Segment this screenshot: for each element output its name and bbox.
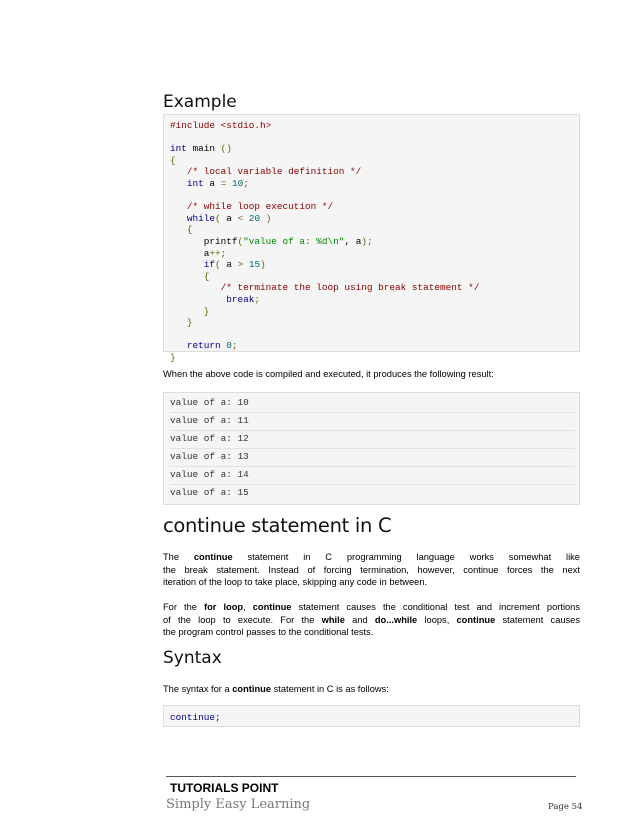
code-line [170,294,579,306]
footer-divider [166,776,576,777]
code-line [170,190,579,202]
syntax-intro [163,683,580,696]
code-line [170,132,579,144]
code-token: a [203,177,221,189]
text-run: For the [163,602,204,612]
code-token: { [186,224,193,236]
output-line: value of a: 12 [170,430,575,449]
keyword-for-loop: for loop [204,602,244,612]
code-token: if [203,259,216,271]
code-token: ; [254,293,261,305]
keyword-do-while: do...while [374,614,418,625]
code-token: /* terminate the loop using break statement */ [220,282,480,294]
code-line [170,143,579,155]
code-token: > [237,259,244,271]
code-token: ( [215,212,221,224]
code-token: a [220,212,238,224]
code-line [170,248,579,260]
paragraph-line [163,601,580,614]
output-line: value of a: 11 [170,412,575,431]
code-token: () [220,143,232,155]
output-block [163,392,580,505]
code-token: } [170,351,176,363]
text-run: The syntax for a [163,684,233,694]
text-run: statement causes the conditional test and increment portions [291,602,580,612]
code-token: printf [203,235,238,247]
code-token: 20 [243,212,266,224]
text-run: loops, [417,614,457,625]
code-token: ( [237,235,244,247]
code-token: ; [231,340,238,352]
code-token: } [186,317,193,329]
code-token: ; [243,177,249,189]
code-token: , a [344,235,362,247]
code-token: #include <stdio.h> [170,120,272,131]
code-token: ); [361,235,373,247]
code-line [170,317,579,329]
section-title: continue statement in C [163,514,392,537]
code-line [170,259,579,271]
paragraph-continue-loops [163,601,580,639]
paragraph-line: iteration of the loop to take place, skipping any code in between. [163,577,428,588]
code-line [170,306,579,318]
code-token: 0 [220,340,232,352]
footer-brand: TUTORIALS POINT [170,781,279,795]
text-run: , [243,602,253,612]
code-line [170,178,579,190]
footer-tagline: Simply Easy Learning [166,797,311,812]
text-run: statement in C programming language works somewhat like [232,552,580,562]
keyword-continue: continue [252,602,292,612]
output-line: value of a: 13 [170,448,575,467]
keyword-continue: continue [193,552,233,562]
code-line: continue; [170,712,221,723]
code-token: ) [265,212,272,224]
code-token: return [186,340,221,352]
code-line [170,155,579,167]
code-token: int [170,143,187,155]
code-line [170,201,579,213]
syntax-heading: Syntax [163,648,222,668]
code-token: int [186,177,204,189]
code-token: = [220,177,227,189]
paragraph-line [163,551,580,564]
text-run: statement in C is as follows: [271,684,389,694]
output-line: value of a: 10 [170,394,575,413]
code-token: while [186,212,216,224]
code-line [170,236,579,248]
keyword-continue: continue [456,614,496,625]
code-line [170,282,579,294]
code-token: ++; [209,247,227,259]
output-line: value of a: 14 [170,466,575,485]
paragraph-continue-intro [163,551,580,589]
code-token: 10 [226,177,244,189]
result-intro: When the above code is compiled and executed, it produces the following result: [163,369,494,379]
keyword-while: while [321,614,345,625]
paragraph-line: the break statement. Instead of forcing termination, however, continue forces the next [163,564,580,575]
code-line [170,213,579,225]
text-run: of the loop to execute. For the [163,614,322,625]
code-token: ( [215,259,221,271]
code-token: } [203,305,210,317]
code-token: { [170,154,176,166]
code-token: /* while loop execution */ [186,201,334,213]
code-line [170,329,579,341]
paragraph-line [163,614,580,627]
code-line [170,166,579,178]
code-token: < [237,212,244,224]
syntax-code-block [163,705,580,727]
code-token: break [226,293,255,305]
code-token: a [203,247,210,259]
code-token: a [220,259,238,271]
text-run: The [163,552,194,562]
keyword-continue: continue [232,684,271,694]
code-line [170,120,579,132]
text-run: statement causes [495,614,581,625]
code-token: ) [260,259,266,271]
page-number: Page 54 [548,802,583,812]
code-token: 15 [243,259,261,271]
code-line [170,340,579,352]
code-block [163,114,580,363]
code-token: "value of a: %d\n" [243,235,345,247]
code-line [170,352,579,364]
example-heading: Example [163,92,237,112]
paragraph-line: the program control passes to the conditional tests. [163,627,374,638]
code-token: main [186,143,221,155]
code-token: { [203,270,210,282]
text-run: and [344,614,375,625]
code-line [170,224,579,236]
code-token: /* local variable definition */ [186,166,362,178]
output-line: value of a: 15 [170,487,249,498]
code-line [170,271,579,283]
